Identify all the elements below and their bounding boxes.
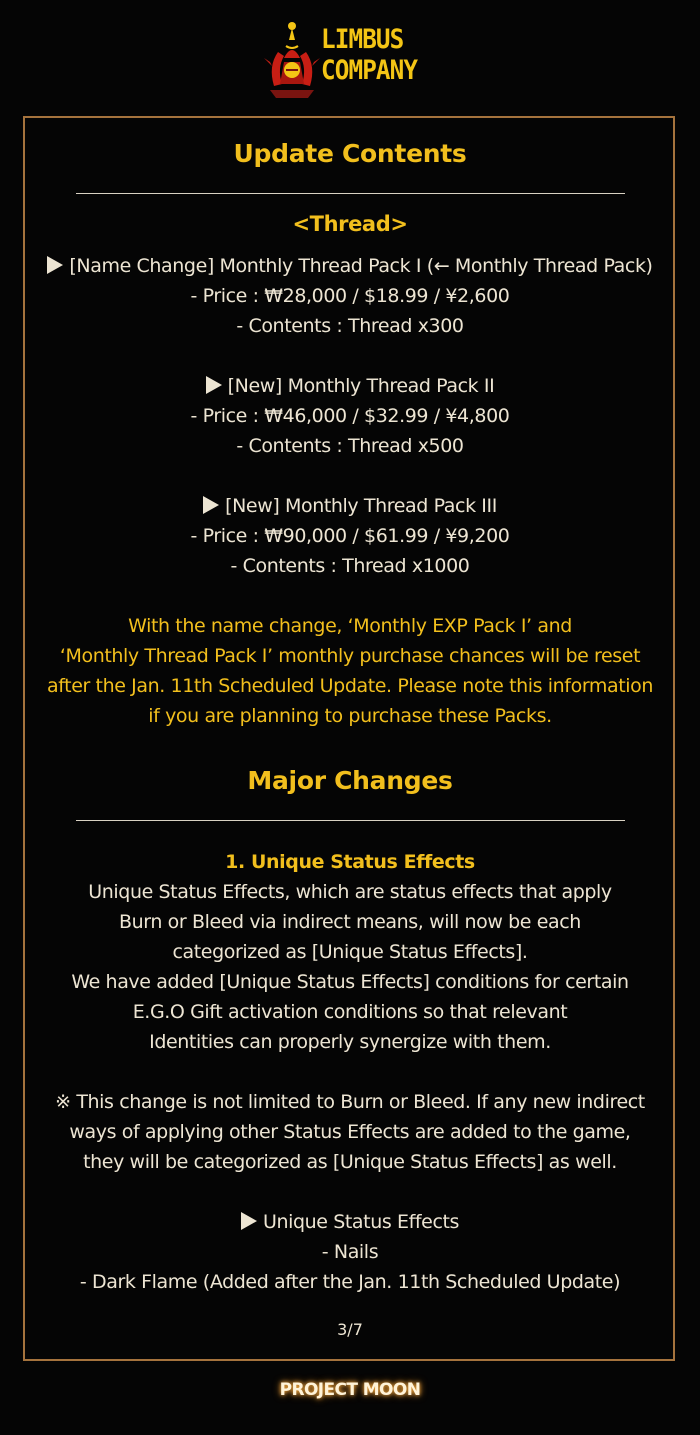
pack-1-price: - Price : ₩28,000 / $18.99 / ¥2,600 [190, 285, 510, 307]
section-title-update-contents: Update Contents [233, 139, 467, 168]
body-line: We have added [Unique Status Effects] conditions for certain [71, 971, 629, 993]
body-line: Identities can properly synergize with them. [149, 1031, 551, 1053]
subsection-title-thread: <Thread> [292, 212, 408, 236]
play-triangle-icon [206, 376, 222, 394]
list-title: Unique Status Effects [0, 1211, 700, 1233]
logo-line-2: COMPANY [321, 55, 418, 86]
pack-2-name: [New] Monthly Thread Pack II [0, 375, 700, 397]
notice-line: if you are planning to purchase these Packs. [148, 705, 552, 727]
pack-2-contents: - Contents : Thread x500 [236, 435, 464, 457]
body-line: Burn or Bleed via indirect means, will now be each [119, 911, 581, 933]
list-item: - Dark Flame (Added after the Jan. 11th Scheduled Update) [79, 1271, 621, 1293]
body-line: Unique Status Effects, which are status effects that apply [88, 881, 612, 903]
note-line: they will be categorized as [Unique Status Effects] as well. [83, 1151, 617, 1173]
pack-3-contents: - Contents : Thread x1000 [230, 555, 470, 577]
pack-2-price: - Price : ₩46,000 / $32.99 / ¥4,800 [190, 405, 510, 427]
emblem-icon [264, 18, 320, 98]
limbus-company-logo [264, 16, 439, 100]
item-title-unique-status-effects: 1. Unique Status Effects [225, 851, 475, 873]
logo-line-1: LIMBUS [321, 24, 404, 55]
footer-brand: PROJECT MOON [279, 1380, 421, 1400]
notice-line: With the name change, ‘Monthly EXP Pack I’ and [128, 615, 572, 637]
body-line: categorized as [Unique Status Effects]. [172, 941, 528, 963]
logo-wordmark [321, 24, 427, 86]
notice-line: after the Jan. 11th Scheduled Update. Please note this information [46, 675, 654, 697]
section-divider [76, 820, 625, 821]
play-triangle-icon [203, 496, 219, 514]
list-item: - Nails [321, 1241, 379, 1263]
play-triangle-icon [47, 256, 63, 274]
page-indicator: 3/7 [337, 1320, 363, 1339]
section-title-major-changes: Major Changes [247, 766, 453, 795]
notice-line: ‘Monthly Thread Pack I’ monthly purchase chances will be reset [59, 645, 641, 667]
body-line: E.G.O Gift activation conditions so that relevant [132, 1001, 568, 1023]
pack-3-name: [New] Monthly Thread Pack III [0, 495, 700, 517]
note-line: ways of applying other Status Effects are added to the game, [69, 1121, 631, 1143]
note-line: ※ This change is not limited to Burn or Bleed. If any new indirect [55, 1091, 645, 1113]
pack-3-price: - Price : ₩90,000 / $61.99 / ¥9,200 [190, 525, 510, 547]
pack-1-contents: - Contents : Thread x300 [236, 315, 464, 337]
play-triangle-icon [241, 1212, 257, 1230]
section-divider [76, 193, 625, 194]
pack-1-name: [Name Change] Monthly Thread Pack I (← Monthly Thread Pack) [0, 255, 700, 277]
